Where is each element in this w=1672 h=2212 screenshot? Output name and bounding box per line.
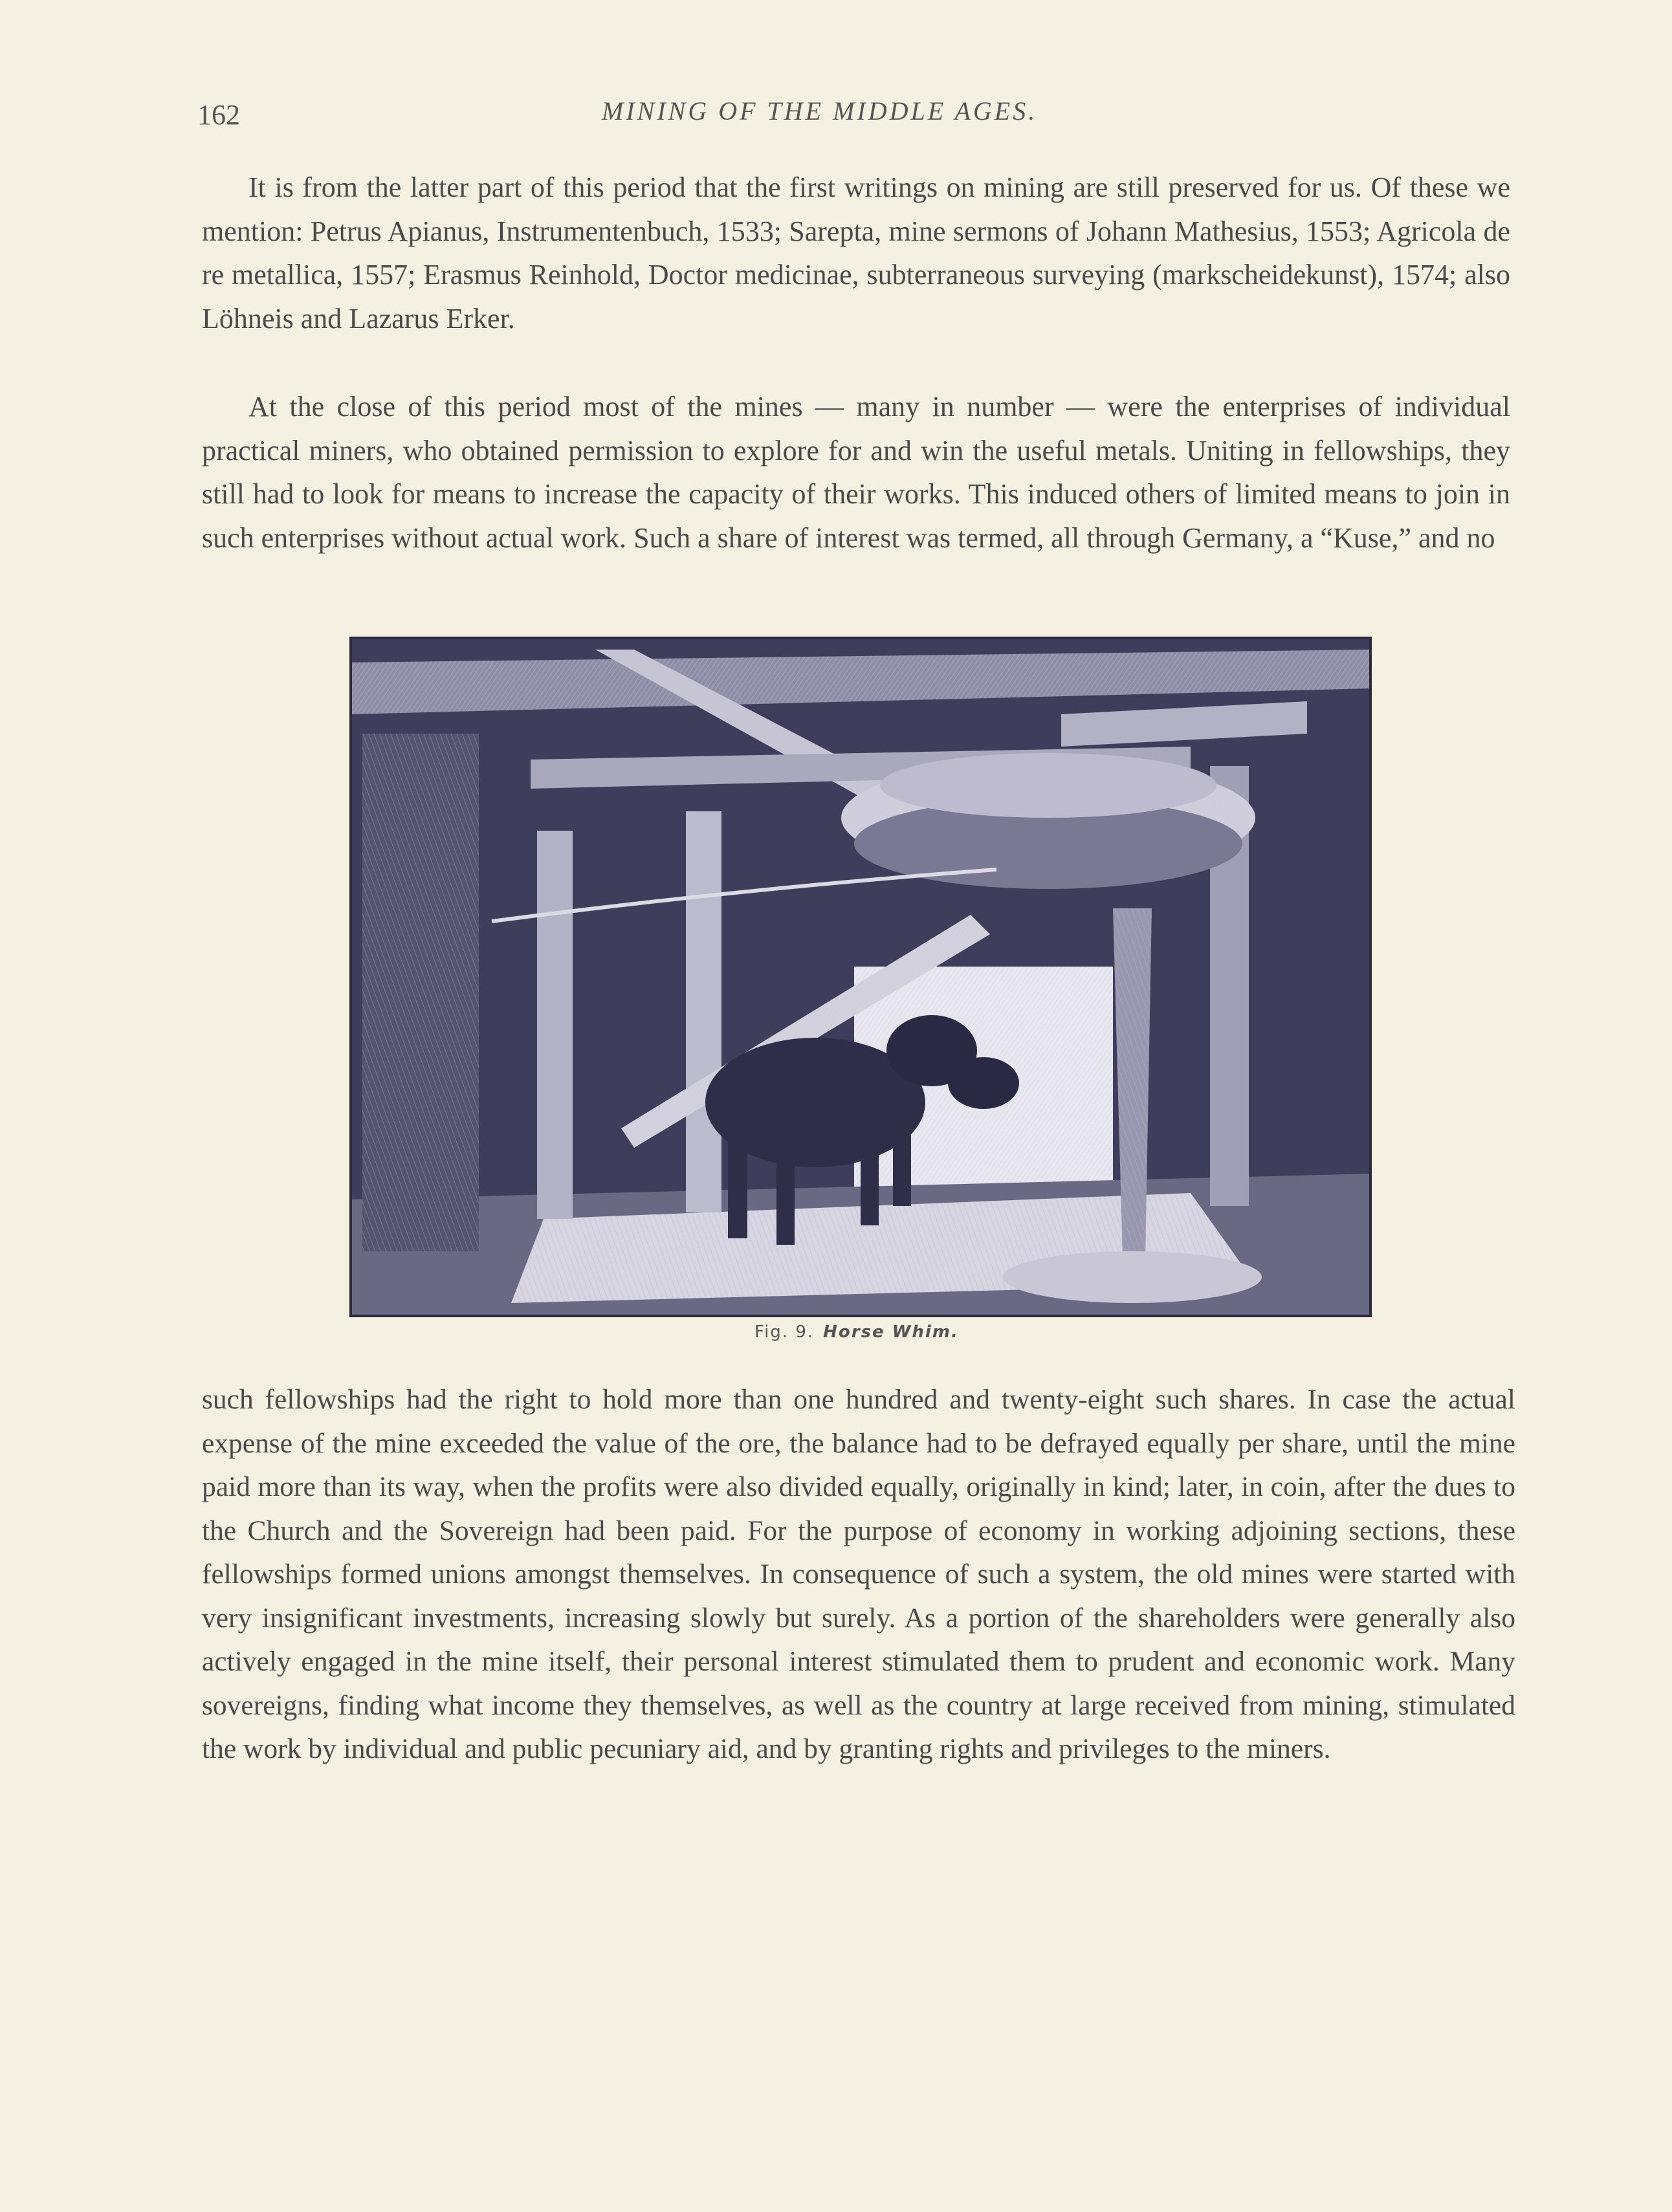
- horse-whim-engraving: [349, 637, 1372, 1317]
- figure-title: Horse Whim.: [823, 1322, 959, 1342]
- figure-caption: [754, 1322, 959, 1342]
- page-number: 162: [197, 99, 240, 131]
- paragraph-2: [202, 385, 1510, 560]
- running-head: MINING OF THE MIDDLE AGES.: [602, 96, 1038, 126]
- paragraph-1: [202, 166, 1510, 340]
- paragraph-2-text: At the close of this period most of the mines — many in number — were the enterprises of individual practical miners, who obtained permission to explore for and win the useful metals. Uniting in fellowships, they still had to look for means to increase the capacity of their works. This induced others of limited means to join in such enterprises without actual work. Such a share of interest was termed, all through Germany, a “Kuse,” and no: [202, 391, 1510, 554]
- paragraph-3: [202, 1378, 1515, 1771]
- paragraph-1-text: It is from the latter part of this period that the first writings on mining are still preserved for us. Of these we mention: Petrus Apianus, Instrumentenbuch, 1533; Sarepta, mine sermons of Johann Mathesius, 1553; Agricola de re metallica, 1557; Erasmus Reinhold, Doctor medicinae, subterraneous surveying (markscheidekunst), 1574; also Löhneis and Lazarus Erker.: [202, 171, 1510, 334]
- figure-label: Fig. 9.: [754, 1322, 815, 1342]
- paragraph-3-text: such fellowships had the right to hold more than one hundred and twenty-eight such shares. In case the actual expense of the mine exceeded the value of the ore, the balance had to be defrayed equally per share, until the mine paid more than its way, when the profits were also divided equally, originally in kind; later, in coin, after the dues to the Church and the Sovereign had been paid. For the purpose of economy in working adjoining sections, these fellowships formed unions amongst themselves. In consequence of such a system, the old mines were started with very insignificant investments, increasing slowly but surely. As a portion of the shareholders were generally also actively engaged in the mine itself, their personal interest stimulated them to prudent and economic work. Many sovereigns, finding what income they themselves, as well as the country at large received from mining, stimulated the work by individual and public pecuniary aid, and by granting rights and privileges to the miners.: [202, 1384, 1515, 1764]
